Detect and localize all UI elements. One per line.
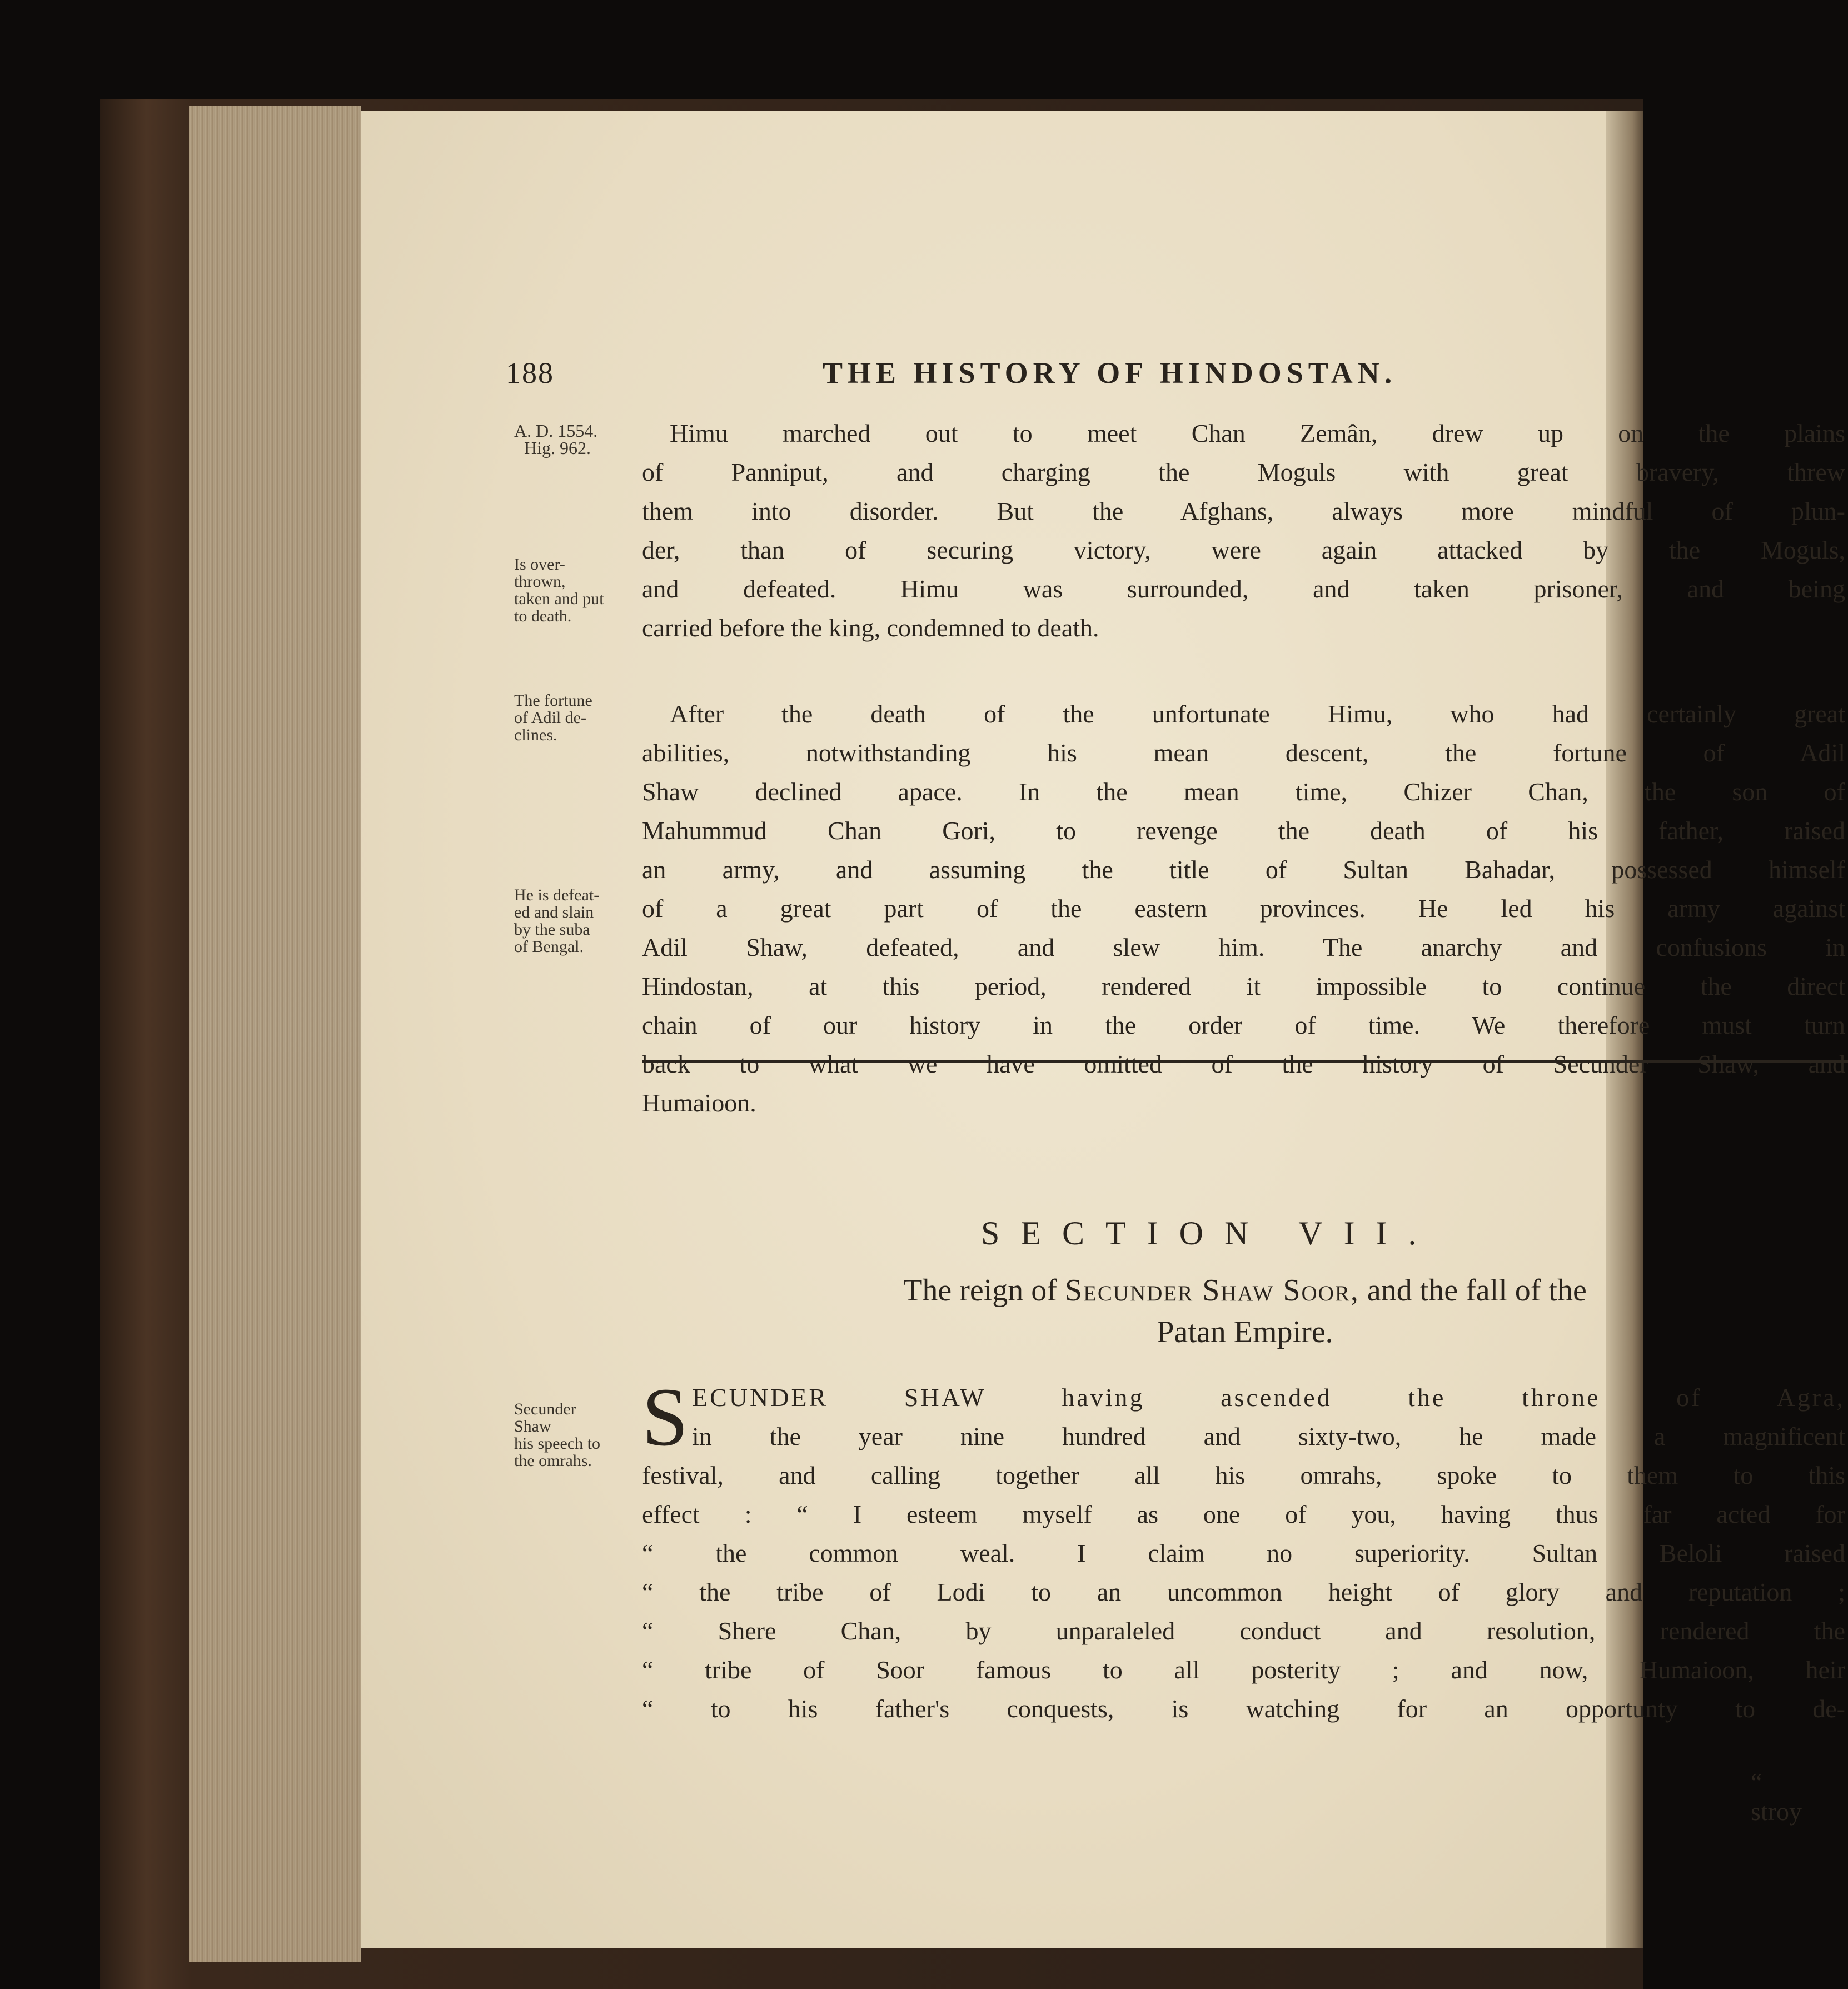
- text-line: back to what we have omitted of the history of Secunder Shaw, and: [642, 1050, 1845, 1078]
- margin-date-hig: Hig. 962.: [524, 438, 591, 458]
- text-line: ECUNDER SHAW having ascended the throne of Agra,: [692, 1383, 1845, 1412]
- margin-line: clines.: [514, 726, 557, 744]
- title-prefix: The reign of: [903, 1273, 1057, 1308]
- text-line: festival, and calling together all his omrahs, spoke to them to this: [642, 1461, 1845, 1489]
- margin-line: thrown,: [514, 572, 566, 591]
- paragraph-himu: [642, 414, 1845, 647]
- text-line: “ the tribe of Lodi to an uncommon height of glory and reputation ;: [642, 1578, 1845, 1606]
- text-line: Himu marched out to meet Chan Zemân, drew up on the plains: [670, 419, 1845, 447]
- text-line: “ the common weal. I claim no superiority. Sultan Beloli raised: [642, 1539, 1845, 1567]
- text-line: Humaioon.: [642, 1089, 756, 1117]
- text-line: abilities, notwithstanding his mean descent, the fortune of Adil: [642, 739, 1845, 767]
- text-line: and defeated. Himu was surrounded, and taken prisoner, and being: [642, 575, 1845, 603]
- margin-line: Shaw: [514, 1417, 551, 1435]
- title-name: Secunder Shaw Soor,: [1064, 1273, 1359, 1308]
- margin-line: the omrahs.: [514, 1452, 592, 1470]
- margin-line: by the suba: [514, 920, 590, 939]
- margin-line: taken and put: [514, 590, 604, 608]
- margin-line: Is over-: [514, 555, 565, 574]
- margin-line: The fortune: [514, 691, 592, 710]
- text-line: in the year nine hundred and sixty-two, he made a magnificent: [692, 1422, 1845, 1450]
- text-line: Adil Shaw, defeated, and slew him. The anarchy and confusions in: [642, 933, 1845, 961]
- text-line: “ Shere Chan, by unparaleled conduct and resolution, rendered the: [642, 1617, 1845, 1645]
- section-title: [642, 1270, 1848, 1353]
- text-line: them into disorder. But the Afghans, always more mindful of plun-: [642, 497, 1845, 525]
- section-number: SECTION VII.: [981, 1215, 1438, 1252]
- text-line: “ to his father's conquests, is watching for an opportunty to de-: [642, 1694, 1845, 1723]
- paragraph-secunder: [642, 1456, 1845, 1728]
- margin-line: Secunder: [514, 1400, 576, 1418]
- text-line: Mahummud Chan Gori, to revenge the death of his father, raised: [642, 816, 1845, 845]
- margin-date-ad: A. D. 1554.: [514, 421, 598, 441]
- text-line: After the death of the unfortunate Himu, who had certainly great: [670, 700, 1845, 728]
- running-head: [506, 356, 1562, 400]
- title-suffix: and the fall of the: [1367, 1273, 1587, 1308]
- text-line: Shaw declined apace. In the mean time, Chizer Chan, the son of: [642, 777, 1845, 806]
- text-line: der, than of securing victory, were again attacked by the Moguls,: [642, 536, 1845, 564]
- title-line2: Patan Empire.: [1157, 1315, 1333, 1349]
- text-line: effect : “ I esteem myself as one of you, having thus far acted for: [642, 1500, 1845, 1528]
- text-line: of a great part of the eastern provinces. He led his army against: [642, 894, 1845, 923]
- paragraph-adil: [642, 695, 1845, 1123]
- text-line: an army, and assuming the title of Sultan Bahadar, possessed himself: [642, 855, 1845, 884]
- running-title: THE HISTORY OF HINDOSTAN.: [823, 356, 1397, 390]
- drop-cap: S: [642, 1371, 689, 1463]
- paragraph-secunder-first: [692, 1378, 1845, 1456]
- text-line: of Panniput, and charging the Moguls with great bravery, threw: [642, 458, 1845, 486]
- catchword: “ stroy: [1751, 1768, 1802, 1826]
- margin-line: of Bengal.: [514, 938, 584, 956]
- text-line: “ tribe of Soor famous to all posterity ; and now, Humaioon, heir: [642, 1656, 1845, 1684]
- margin-line: He is defeat-: [514, 886, 600, 904]
- text-line: Hindostan, at this period, rendered it impossible to continue the direct: [642, 972, 1845, 1000]
- margin-line: of Adil de-: [514, 709, 586, 727]
- margin-line: ed and slain: [514, 903, 594, 921]
- page-edges: [189, 106, 361, 1962]
- text-line: chain of our history in the order of time. We therefore must turn: [642, 1011, 1845, 1039]
- page-number: 188: [506, 356, 554, 390]
- book-page: [361, 111, 1845, 1948]
- section-rule: [642, 1060, 1848, 1063]
- margin-line: to death.: [514, 607, 572, 625]
- margin-line: his speech to: [514, 1434, 600, 1453]
- text-line: carried before the king, condemned to death.: [642, 614, 1099, 642]
